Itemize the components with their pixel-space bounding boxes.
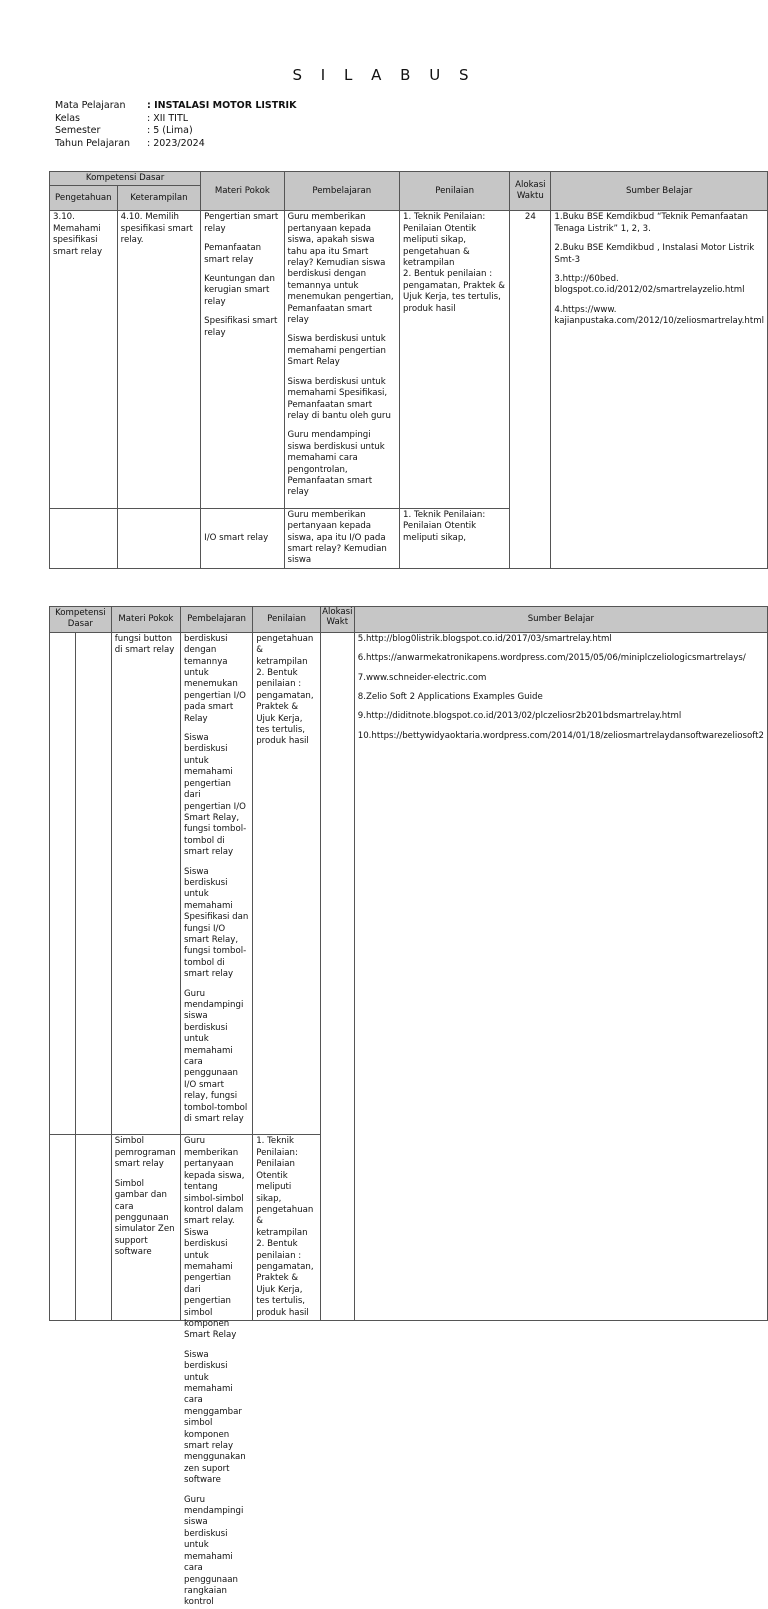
table-row	[50, 632, 768, 1135]
materi-item: Pengertian smart relay	[204, 212, 279, 234]
sumber-item: 10.https://bettywidyaoktaria.wordpress.com/2014/01/18/zeliosmartrelaydansoftwarezeliosoft2	[357, 730, 764, 741]
materi-item: Simbol pemrograman smart relay	[114, 1136, 176, 1170]
pengetahuan-cell	[50, 1135, 76, 1321]
pembelajaran-item: Siswa berdiskusi untuk memahami pengertian Smart Relay	[287, 334, 386, 368]
meta-value: : INSTALASI MOTOR LISTRIK	[147, 100, 297, 111]
meta-key: Mata Pelajaran	[55, 100, 126, 111]
sumber-cell	[551, 211, 768, 568]
meta-value: : XII TITL	[147, 112, 189, 124]
table-row	[50, 211, 768, 508]
header-penilaian: Penilaian	[400, 172, 510, 211]
pembelajaran-item: Siswa berdiskusi untuk memahami Spesifikasi, Pemanfaatan smart relay di bantu oleh guru	[287, 376, 391, 421]
meta-value: : 2023/2024	[147, 137, 205, 149]
meta-key: Tahun Pelajaran	[55, 137, 131, 149]
pembelajaran-item: Siswa berdiskusi untuk memahami pengertian dari pengertian I/O Smart Relay, fungsi tombol-tombol di smart relay	[184, 733, 247, 858]
materi-item: Pemanfaatan smart relay	[204, 243, 262, 265]
sumber-item: 2.Buku BSE Kemdikbud , Instalasi Motor Listrik Smt-3	[554, 243, 755, 265]
meta-key: Semester	[55, 125, 101, 136]
materi-cell	[111, 1135, 180, 1321]
header-sumber: Sumber Belajar	[551, 172, 768, 211]
header-materi: Materi Pokok	[111, 607, 180, 633]
materi-cell	[201, 211, 284, 508]
header-kompetensi: Kompetensi Dasar	[50, 607, 112, 633]
pembelajaran-item: Guru mendampingi siswa berdiskusi untuk memahami cara penggunaan I/O smart relay, fungsi tombol-tombol di smart relay	[184, 988, 248, 1125]
syllabus-table-page2	[49, 606, 768, 1608]
header-alokasi: Alokasi Waktu	[510, 172, 551, 211]
sumber-item: 3.http://60bed. blogspot.co.id/2012/02/smartrelayzelio.html	[554, 274, 745, 296]
sumber-cell	[354, 632, 767, 1320]
sumber-item: 4.https://www. kajianpustaka.com/2012/10/zeliosmartrelay.html	[554, 304, 764, 327]
keterampilan-cell	[117, 508, 201, 568]
materi-item: Keuntungan dan kerugian smart relay	[204, 274, 275, 307]
penilaian-cell: 1. Teknik Penilaian: Penilaian Otentik meliputi sikap,	[400, 508, 510, 568]
header-materi: Materi Pokok	[201, 172, 284, 211]
sumber-item: 9.http://diditnote.blogspot.co.id/2013/02/plczeliosr2b201bdsmartrelay.html	[357, 711, 682, 722]
meta-key: Kelas	[55, 112, 81, 124]
pengetahuan-cell	[50, 508, 118, 568]
course-info	[55, 100, 296, 150]
materi-cell: fungsi button di smart relay	[111, 632, 180, 1135]
pembelajaran-item: berdiskusi dengan temannya untuk menemukan pengertian I/O pada smart Relay	[184, 633, 246, 724]
header-kompetensi: Kompetensi Dasar	[50, 172, 201, 186]
materi-item: Spesifikasi smart relay	[204, 316, 278, 338]
sumber-list	[358, 634, 764, 1022]
header-pembelajaran: Pembelajaran	[181, 607, 253, 633]
sumber-item: 7.www.schneider-electric.com	[357, 672, 487, 683]
penilaian-cell: 1. Teknik Penilaian: Penilaian Otentik meliputi sikap, pengetahuan & ketrampilan 2. Bentuk penilaian : pengamatan, Praktek & Ujuk Kerja, tes tertulis, produk hasil	[400, 211, 510, 508]
page-title: S I L A B U S	[292, 66, 476, 84]
pembelajaran-item: Guru memberikan pertanyaan kepada siswa, tentang simbol-simbol kontrol dalam smart relay. Siswa berdiskusi untuk memahami pengertian dari pengertian simbol komponen Smart Relay	[184, 1136, 245, 1341]
meta-value: : 5 (Lima)	[147, 125, 193, 136]
header-sumber: Sumber Belajar	[354, 607, 767, 633]
header-pembelajaran: Pembelajaran	[284, 172, 400, 211]
sumber-item: 1.Buku BSE Kemdikbud “Teknik Pemanfaatan Tenaga Listrik” 1, 2, 3.	[554, 212, 748, 234]
pembelajaran-item: Guru memberikan pertanyaan kepada siswa, apakah siswa tahu apa itu Smart relay? Kemudian siswa berdiskusi dengan temannya untuk menemukan pengertian, Pemanfaatan smart relay	[287, 212, 394, 326]
penilaian-cell: 1. Teknik Penilaian: Penilaian Otentik meliputi sikap, pengetahuan & ketrampilan 2. Bentuk penilaian : pengamatan, Praktek & Ujuk Kerja, tes tertulis, produk hasil	[253, 1135, 321, 1321]
pembelajaran-cell: Guru memberikan pertanyaan kepada siswa, apa itu I/O pada smart relay? Kemudian siswa	[284, 508, 400, 568]
alokasi-cell	[320, 632, 354, 1320]
pembelajaran-cell	[181, 1135, 253, 1608]
pembelajaran-item: Guru mendampingi siswa berdiskusi untuk memahami cara penggunaan rangkaian kontrol	[184, 1494, 244, 1608]
sumber-item: 5.http://blog0listrik.blogspot.co.id/2017/03/smartrelay.html	[357, 633, 612, 644]
pengetahuan-cell	[50, 632, 76, 1135]
penilaian-cell: pengetahuan & ketrampilan 2. Bentuk penilaian : pengamatan, Praktek & Ujuk Kerja, tes tertulis, produk hasil	[253, 632, 321, 1135]
meta-row	[55, 138, 296, 151]
meta-row	[55, 113, 296, 126]
pembelajaran-item: Guru mendampingi siswa berdiskusi untuk memahami cara pengontrolan, Pemanfaatan smart relay	[287, 430, 385, 498]
sumber-item: 6.https://anwarmekatronikapens.wordpress.com/2015/05/06/miniplczeliologicsmartrelays/	[357, 653, 746, 664]
pengetahuan-cell: 3.10. Memahami spesifikasi smart relay	[50, 211, 118, 508]
meta-row	[55, 100, 296, 113]
header-alokasi: Alokasi Wakt	[320, 607, 354, 633]
header-pengetahuan: Pengetahuan	[50, 186, 118, 211]
sumber-item: 8.Zelio Soft 2 Applications Examples Guide	[357, 692, 543, 703]
pembelajaran-item: Siswa berdiskusi untuk memahami cara menggambar simbol komponen smart relay menggunakan zen suport software	[184, 1349, 246, 1486]
pembelajaran-item: Siswa berdiskusi untuk memahami Spesifikasi dan fungsi I/O smart Relay, fungsi tombol-tombol di smart relay	[184, 866, 249, 980]
syllabus-table-page1	[49, 171, 768, 569]
header-keterampilan: Keterampilan	[117, 186, 201, 211]
pembelajaran-cell	[181, 632, 253, 1135]
alokasi-cell: 24	[510, 211, 551, 568]
keterampilan-cell	[76, 1135, 112, 1321]
pembelajaran-cell	[284, 211, 400, 508]
keterampilan-cell: 4.10. Memilih spesifikasi smart relay.	[117, 211, 201, 508]
materi-cell: I/O smart relay	[201, 508, 284, 568]
header-penilaian: Penilaian	[253, 607, 321, 633]
materi-item: Simbol gambar dan cara penggunaan simulator Zen support software	[114, 1178, 175, 1258]
keterampilan-cell	[76, 632, 112, 1135]
pembelajaran-list	[184, 1136, 249, 1608]
meta-row	[55, 125, 296, 138]
